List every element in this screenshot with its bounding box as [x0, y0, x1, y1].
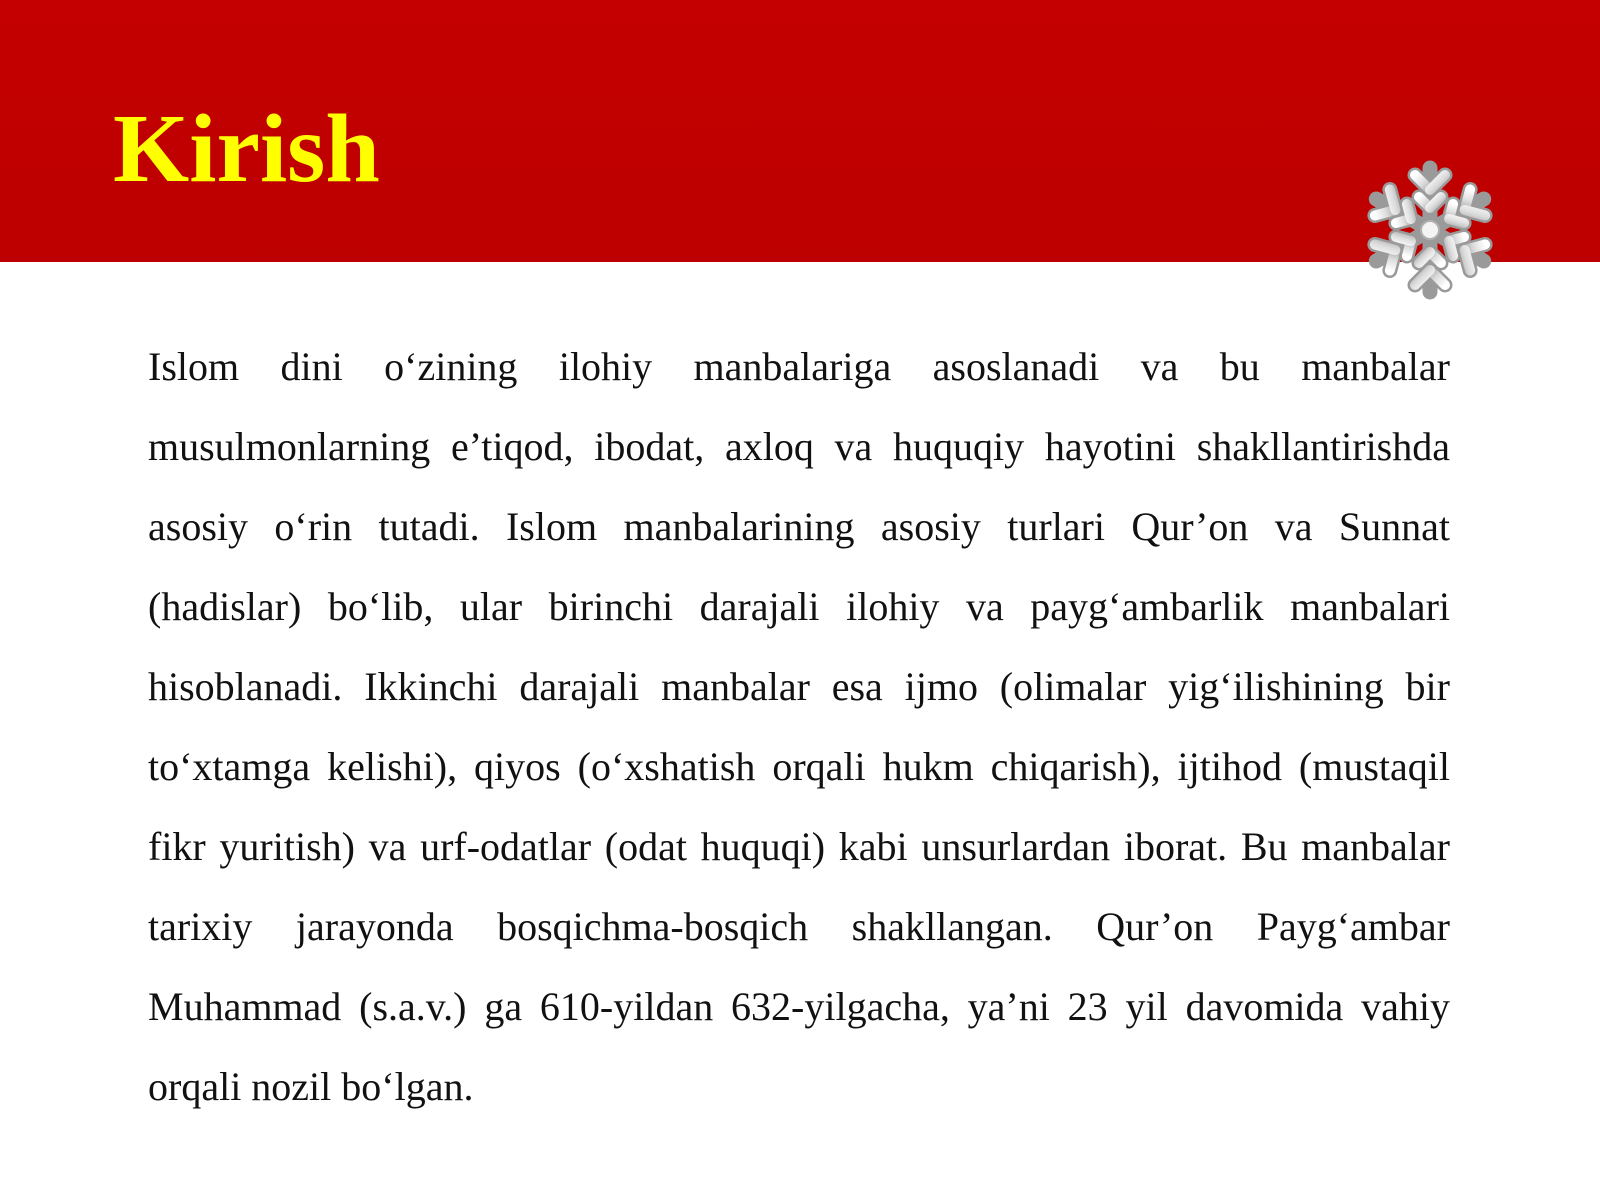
body-paragraph: Islom dini o‘zining ilohiy manbalariga asoslanadi va bu manbalar musulmonlarning e’tiqod, ibodat, axloq va huquqiy hayotini shakllantirishda asosiy o‘rin tutadi. Islom manbalarining asosiy turlari Qur’on va Sunnat (hadislar) bo‘lib, ular birinchi darajali ilohiy va payg‘ambarlik manbalari hisoblanadi. Ikkinchi darajali manbalar esa ijmo (olimalar yig‘ilishining bir to‘xtamga kelishi), qiyos (o‘xshatish orqali hukm chiqarish), ijtihod (mustaqil fikr yuritish) va urf-odatlar (odat huquqi) kabi unsurlardan iborat. Bu manbalar tarixiy jarayonda bosqichma-bosqich shakllangan. Qur’on Payg‘ambar Muhammad (s.a.v.) ga 610-yildan 632-yilgacha, ya’ni 23 yil davomida vahiy orqali nozil bo‘lgan.	[148, 344, 1450, 1109]
slide-title: Kirish	[113, 95, 380, 203]
snowflake-icon	[1354, 154, 1506, 306]
